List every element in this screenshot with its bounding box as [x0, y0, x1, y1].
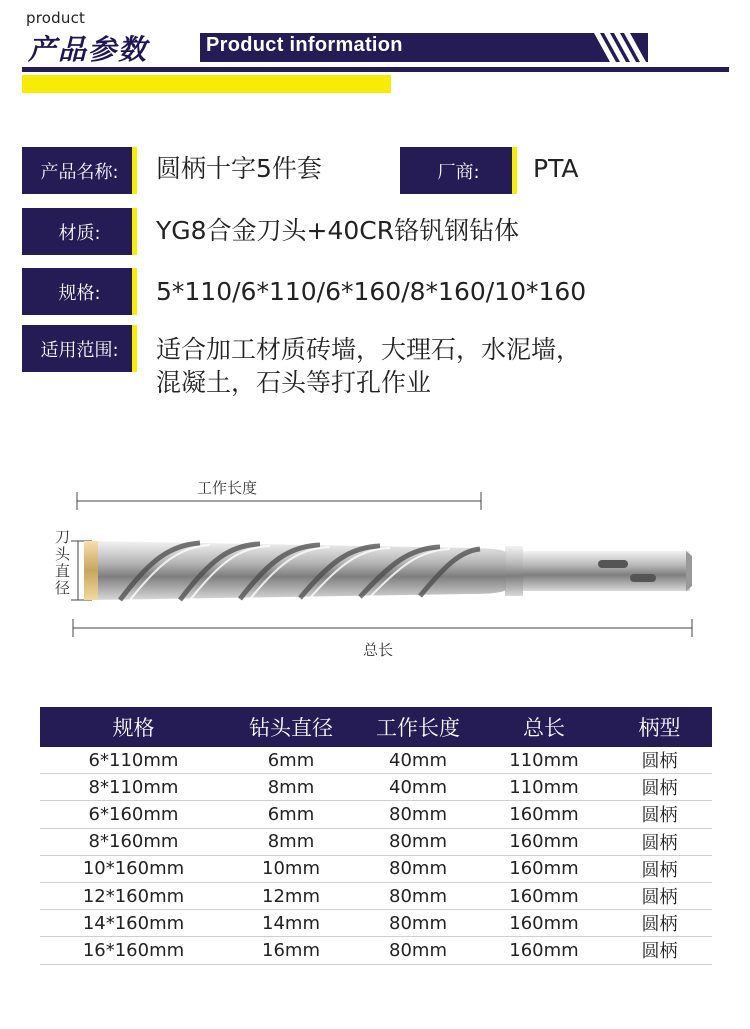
- cell-shank-type: 圆柄: [641, 805, 678, 827]
- maker-label-text: 厂商:: [437, 161, 480, 183]
- cell-shank-type: 圆柄: [641, 859, 678, 881]
- cell-bit-diameter: 6mm: [267, 803, 315, 825]
- table-row: [40, 774, 712, 801]
- material-label: [22, 208, 137, 255]
- total-length-label: 总长: [363, 641, 394, 659]
- header-underline: [22, 67, 729, 72]
- spec-label: [22, 268, 137, 315]
- cell-total-length: 110mm: [509, 776, 579, 798]
- cell-shank-type: 圆柄: [641, 914, 678, 936]
- head-diameter-char: 径: [55, 579, 71, 597]
- material-value: YG8合金刀头+40CR铬钒钢钻体: [156, 216, 520, 245]
- cell-spec: 14*160mm: [82, 912, 185, 934]
- cell-working-length: 40mm: [389, 776, 447, 798]
- header-title-cn: 产品参数: [28, 33, 149, 66]
- table-row: [40, 747, 712, 774]
- table-row: [40, 801, 712, 828]
- cell-spec: 6*110mm: [88, 749, 179, 771]
- cell-working-length: 80mm: [389, 803, 447, 825]
- scope-value-line1: 适合加工材质砖墙，大理石，水泥墙，: [156, 335, 582, 364]
- header-spec: 规格: [112, 716, 155, 740]
- spec-table: [40, 707, 712, 965]
- cell-shank-type: 圆柄: [641, 887, 678, 909]
- cell-total-length: 160mm: [509, 858, 579, 880]
- label-accent: [132, 147, 137, 194]
- cell-total-length: 160mm: [509, 803, 579, 825]
- table-row: [40, 856, 712, 883]
- header-slash-decoration: [590, 33, 652, 62]
- cell-bit-diameter: 16mm: [262, 939, 320, 961]
- cell-total-length: 160mm: [509, 831, 579, 853]
- cell-shank-type: 圆柄: [641, 941, 678, 963]
- header-yellow-bar: [22, 75, 391, 93]
- product-name-value: 圆柄十字5件套: [156, 154, 322, 183]
- cell-bit-diameter: 8mm: [267, 776, 315, 798]
- cell-spec: 16*160mm: [82, 939, 185, 961]
- table-body: [40, 747, 712, 965]
- scope-label: [22, 325, 137, 372]
- cell-spec: 12*160mm: [82, 885, 185, 907]
- cell-working-length: 80mm: [389, 831, 447, 853]
- maker-label: [400, 147, 517, 194]
- spec-label-text: 规格:: [58, 282, 101, 304]
- header-shank-type: 柄型: [638, 716, 681, 740]
- scope-label-text: 适用范围:: [40, 339, 119, 361]
- cell-working-length: 80mm: [389, 858, 447, 880]
- cell-shank-type: 圆柄: [641, 832, 678, 854]
- cell-spec: 8*160mm: [88, 831, 179, 853]
- header-title-en: Product information: [206, 34, 403, 56]
- label-accent: [132, 208, 137, 255]
- table-row: [40, 883, 712, 910]
- cell-spec: 6*160mm: [88, 803, 179, 825]
- head-diameter-char: 头: [55, 545, 71, 563]
- table-row: [40, 910, 712, 937]
- cell-bit-diameter: 14mm: [262, 912, 320, 934]
- header-total-length: 总长: [523, 716, 565, 740]
- head-diameter-char: 刀: [55, 528, 71, 546]
- drill-shank: [518, 551, 690, 591]
- label-accent: [132, 325, 137, 372]
- spec-value: 5*110/6*110/6*160/8*160/10*160: [156, 277, 587, 306]
- cell-total-length: 160mm: [509, 939, 579, 961]
- table-header: [40, 707, 712, 747]
- cell-total-length: 160mm: [509, 912, 579, 934]
- product-name-label-text: 产品名称:: [40, 161, 119, 183]
- header-bit-diameter: 钻头直径: [249, 716, 333, 740]
- label-accent: [512, 147, 517, 194]
- cell-working-length: 40mm: [389, 749, 447, 771]
- scope-value-line2: 混凝土，石头等打孔作业: [156, 368, 432, 397]
- cell-spec: 10*160mm: [82, 858, 185, 880]
- maker-value: PTA: [533, 154, 579, 183]
- cell-working-length: 80mm: [389, 939, 447, 961]
- cell-bit-diameter: 8mm: [267, 831, 315, 853]
- head-diameter-char: 直: [55, 562, 71, 580]
- drill-carbide-tip: [84, 541, 98, 600]
- cell-working-length: 80mm: [389, 912, 447, 934]
- cell-bit-diameter: 12mm: [262, 885, 320, 907]
- cell-bit-diameter: 10mm: [262, 858, 320, 880]
- label-accent: [132, 268, 137, 315]
- product-name-label: [22, 147, 137, 194]
- header-working-length: 工作长度: [376, 716, 460, 740]
- header-small-label: product: [26, 9, 86, 27]
- cell-total-length: 110mm: [509, 749, 579, 771]
- cell-shank-type: 圆柄: [641, 751, 678, 773]
- material-label-text: 材质:: [58, 222, 101, 244]
- table-row: [40, 937, 712, 964]
- cell-shank-type: 圆柄: [641, 778, 678, 800]
- working-length-label: 工作长度: [197, 479, 258, 497]
- cell-bit-diameter: 6mm: [267, 749, 315, 771]
- cell-working-length: 80mm: [389, 885, 447, 907]
- cell-spec: 8*110mm: [88, 776, 179, 798]
- drill-bit-diagram: [0, 480, 750, 660]
- table-row: [40, 829, 712, 856]
- cell-total-length: 160mm: [509, 885, 579, 907]
